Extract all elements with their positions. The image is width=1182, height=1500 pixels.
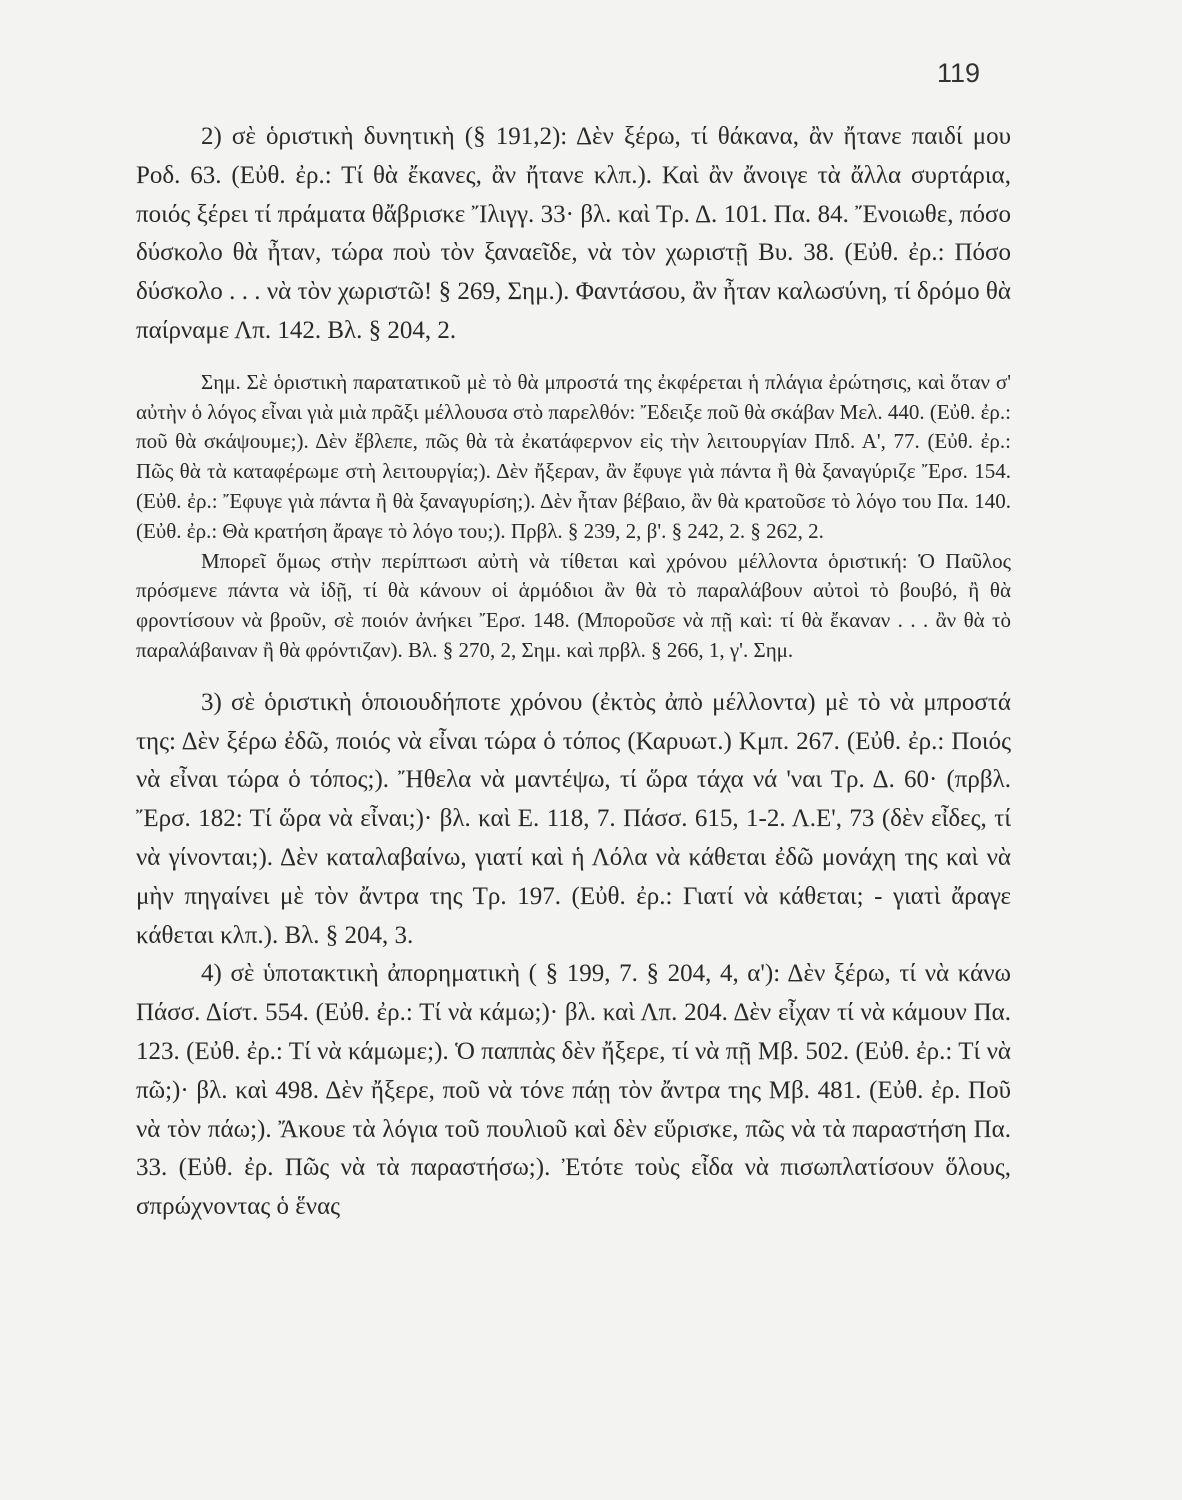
body-text bbox=[136, 118, 1011, 1227]
paragraph-4-subjunctive-dubitative: 4) σὲ ὑποτακτικὴ ἀπορηματικὴ ( § 199, 7. § 204, 4, α'): Δὲν ξέρω, τί νὰ κάνω Πάσσ. Δίστ. 554. (Εὐθ. ἐρ.: Τί νὰ κάμω;)· βλ. καὶ Λπ. 204. Δὲν εἶχαν τί νὰ κάμουν Πα. 123. (Εὐθ. ἐρ.: Τί νὰ κάμωμε;). Ὁ παππὰς δὲν ἤξερε, τί νὰ πῇ Μβ. 502. (Εὐθ. ἐρ.: Τί νὰ πῶ;)· βλ. καὶ 498. Δὲν ἤξερε, ποῦ νὰ τόνε πάῃ τὸν ἄντρα της Μβ. 481. (Εὐθ. ἐρ. Ποῦ νὰ τὸν πάω;). Ἄκουε τὰ λόγια τοῦ πουλιοῦ καὶ δὲν εὕρισκε, πῶς νὰ τὰ παραστήση Πα. 33. (Εὐθ. ἐρ. Πῶς νὰ τὰ παραστήσω;). Ἐτότε τοὺς εἶδα νὰ πισωπλατίσουν ὅλους, σπρώχνοντας ὁ ἕνας bbox=[136, 960, 1011, 1221]
paragraph-future-definite: Μπορεῖ ὅμως στὴν περίπτωσι αὐτὴ νὰ τίθεται καὶ χρόνου μέλλοντα ὁριστική: Ὁ Παῦλος πρόσμενε πάντα νὰ ἰδῇ, τί θὰ κάνουν οἱ ἁρμόδιοι ἂν θὰ τὸ παραλάβουν αὐτοὶ τὸ βουβό, ἢ θὰ φροντίσουν νὰ βροῦν, σὲ ποιόν ἀνήκει Ἔρσ. 148. (Μποροῦσε νὰ πῇ καὶ: τί θὰ ἔκαναν . . . ἂν θὰ τὸ παραλάβαιναν ἢ θὰ φρόντιζαν). Βλ. § 270, 2, Σημ. καὶ πρβλ. § 266, 1, γ'. Σημ. bbox=[136, 548, 1011, 662]
page-number: 119 bbox=[937, 58, 981, 88]
paragraph-2-definite-potential: 2) σὲ ὁριστικὴ δυνητικὴ (§ 191,2): Δὲν ξέρω, τί θάκανα, ἂν ἤτανε παιδί μου Ροδ. 63. (Εὐθ. ἐρ.: Τί θὰ ἔκανες, ἂν ἤτανε κλπ.). Καὶ ἂν ἄνοιγε τὰ ἄλλα συρτάρια, ποιός ξέρει τί πράματα θἄβρισκε Ἴλιγγ. 33· βλ. καὶ Τρ. Δ. 101. Πα. 84. Ἔνοιωθε, πόσο δύσκολο θὰ ἦταν, τώρα ποὺ τὸν ξαναεῖδε, νὰ τὸν χωριστῇ Βυ. 38. (Εὐθ. ἐρ.: Πόσο δύσκολο . . . νὰ τὸν χωριστῶ! § 269, Σημ.). Φαντάσου, ἂν ἦταν καλωσύνη, τί δρόμο θὰ παίρναμε Λπ. 142. Βλ. § 204, 2. bbox=[136, 123, 1011, 344]
paragraph-note: Σημ. Σὲ ὁριστικὴ παρατατικοῦ μὲ τὸ θὰ μπροστά της ἐκφέρεται ἡ πλάγια ἐρώτησις, καὶ ὅταν σ' αὐτὴν ὁ λόγος εἶναι γιὰ μιὰ πρᾶξι μέλλουσα στὸ παρελθόν: Ἔδειξε ποῦ θὰ σκάβαν Μελ. 440. (Εὐθ. ἐρ.: ποῦ θὰ σκάψουμε;). Δὲν ἔβλεπε, πῶς θὰ τὰ ἐκατάφερνον εἰς τὴν λειτουργίαν Ππδ. Α', 77. (Εὐθ. ἐρ.: Πῶς θὰ τὰ καταφέρωμε στὴ λειτουργία;). Δὲν ἤξεραν, ἂν ἔφυγε γιὰ πάντα ἢ θὰ ξαναγύριζε Ἔρσ. 154. (Εὐθ. ἐρ.: Ἔφυγε γιὰ πάντα ἢ θὰ ξαναγυρίση;). Δὲν ἦταν βέβαιο, ἂν θὰ κρατοῦσε τὸ λόγο του Πα. 140. (Εὐθ. ἐρ.: Θὰ κρατήση ἄραγε τὸ λόγο του;). Πρβλ. § 239, 2, β'. § 242, 2. § 262, 2. bbox=[136, 369, 1011, 543]
paragraph-3-definite-any-tense: 3) σὲ ὁριστικὴ ὁποιουδήποτε χρόνου (ἐκτὸς ἀπὸ μέλλοντα) μὲ τὸ νὰ μπροστά της: Δὲν ξέρω ἐδῶ, ποιός νὰ εἶναι τώρα ὁ τόπος (Καρυωτ.) Κμπ. 267. (Εὐθ. ἐρ.: Ποιός νὰ εἶναι τώρα ὁ τόπος;). Ἤθελα νὰ μαντέψω, τί ὥρα τάχα νά 'ναι Τρ. Δ. 60· (πρβλ. Ἔρσ. 182: Τί ὥρα νὰ εἶναι;)· βλ. καὶ Ε. 118, 7. Πάσσ. 615, 1-2. Λ.Ε', 73 (δὲν εἶδες, τί νὰ γίνονται;). Δὲν καταλαβαίνω, γιατί καὶ ἡ Λόλα νὰ κάθεται ἐδῶ μονάχη της καὶ νὰ μὴν πηγαίνει μὲ τὸν ἄντρα της Τρ. 197. (Εὐθ. ἐρ.: Γιατί νὰ κάθεται; - γιατὶ ἄραγε κάθεται κλπ.). Βλ. § 204, 3. bbox=[136, 688, 1011, 949]
